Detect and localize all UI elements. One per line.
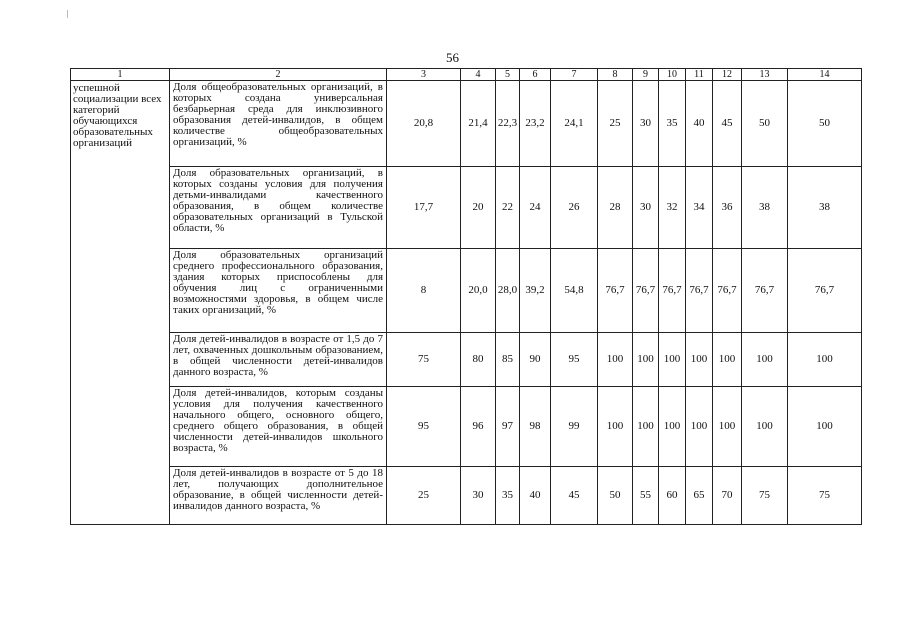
indicator-value: 100	[598, 333, 633, 387]
indicator-value: 99	[551, 387, 598, 467]
indicator-table	[70, 68, 862, 525]
indicator-value: 24,1	[551, 81, 598, 167]
column-number-1: 1	[71, 69, 170, 81]
indicator-value: 22,3	[496, 81, 520, 167]
indicator-value: 25	[598, 81, 633, 167]
table-row	[71, 333, 862, 387]
indicator-value: 8	[387, 249, 461, 333]
indicator-value: 100	[713, 333, 742, 387]
indicator-value: 55	[633, 467, 659, 525]
indicator-value: 65	[686, 467, 713, 525]
goal-label-cell: успешной социализации всех категорий обучающихся образовательных организаций	[71, 81, 170, 525]
indicator-value: 34	[686, 167, 713, 249]
indicator-value: 25	[387, 467, 461, 525]
indicator-description: Доля детей-инвалидов в возрасте от 1,5 до 7 лет, охваченных дошкольным образованием, в общей численности детей-инвалидов данного возраста, %	[170, 333, 387, 387]
indicator-value: 45	[551, 467, 598, 525]
indicator-value: 76,7	[713, 249, 742, 333]
indicator-value: 35	[659, 81, 686, 167]
indicator-value: 100	[686, 387, 713, 467]
indicator-value: 100	[686, 333, 713, 387]
indicator-value: 97	[496, 387, 520, 467]
indicator-value: 98	[520, 387, 551, 467]
column-number-9: 9	[633, 69, 659, 81]
indicator-value: 36	[713, 167, 742, 249]
indicator-value: 30	[633, 81, 659, 167]
indicator-value: 95	[387, 387, 461, 467]
column-number-4: 4	[461, 69, 496, 81]
page-number: 56	[446, 50, 459, 65]
indicator-value: 100	[742, 387, 788, 467]
indicator-value: 45	[713, 81, 742, 167]
indicator-value: 30	[461, 467, 496, 525]
indicator-value: 80	[461, 333, 496, 387]
indicator-value: 95	[551, 333, 598, 387]
indicator-value: 22	[496, 167, 520, 249]
table-row	[71, 249, 862, 333]
indicator-value: 76,7	[686, 249, 713, 333]
indicator-value: 76,7	[788, 249, 862, 333]
indicator-value: 76,7	[659, 249, 686, 333]
indicator-value: 50	[742, 81, 788, 167]
indicator-value: 100	[659, 333, 686, 387]
indicator-value: 75	[742, 467, 788, 525]
indicator-value: 20,8	[387, 81, 461, 167]
indicator-value: 54,8	[551, 249, 598, 333]
indicator-value: 39,2	[520, 249, 551, 333]
indicator-value: 28	[598, 167, 633, 249]
indicator-value: 90	[520, 333, 551, 387]
indicator-description: Доля детей-инвалидов в возрасте от 5 до 18 лет, получающих дополнительное образование, в общей численности детей-инвалидов данного возраста, %	[170, 467, 387, 525]
table-row	[71, 387, 862, 467]
indicator-value: 100	[788, 387, 862, 467]
column-number-5: 5	[496, 69, 520, 81]
indicator-value: 100	[633, 333, 659, 387]
indicator-value: 38	[788, 167, 862, 249]
column-number-13: 13	[742, 69, 788, 81]
indicator-value: 30	[633, 167, 659, 249]
header-row	[71, 69, 862, 81]
indicator-description: Доля общеобразовательных организаций, в которых создана универсальная безбарьерная среда для инклюзивного образования детей-инвалидов, в общем количестве общеобразовательных организаций, %	[170, 81, 387, 167]
column-number-12: 12	[713, 69, 742, 81]
indicator-value: 96	[461, 387, 496, 467]
indicator-value: 100	[713, 387, 742, 467]
indicator-value: 40	[520, 467, 551, 525]
table-row	[71, 467, 862, 525]
indicator-value: 76,7	[598, 249, 633, 333]
indicator-value: 20,0	[461, 249, 496, 333]
column-number-14: 14	[788, 69, 862, 81]
indicator-value: 75	[387, 333, 461, 387]
indicator-description: Доля образовательных организаций среднего профессионального образования, здания которых приспособлены для обучения лиц с ограниченными возможностями здоровья, в общем числе таких организаций, %	[170, 249, 387, 333]
column-number-7: 7	[551, 69, 598, 81]
indicator-value: 85	[496, 333, 520, 387]
indicator-value: 40	[686, 81, 713, 167]
indicator-value: 100	[788, 333, 862, 387]
column-number-10: 10	[659, 69, 686, 81]
indicator-value: 100	[598, 387, 633, 467]
table-body	[71, 69, 862, 525]
indicator-description: Доля образовательных организаций, в которых созданы условия для получения детьми-инвалидами качественного образования, в общем количестве образовательных организаций в Тульской области, %	[170, 167, 387, 249]
column-number-8: 8	[598, 69, 633, 81]
indicator-value: 28,0	[496, 249, 520, 333]
indicator-value: 23,2	[520, 81, 551, 167]
column-number-3: 3	[387, 69, 461, 81]
indicator-value: 75	[788, 467, 862, 525]
indicator-value: 100	[742, 333, 788, 387]
column-number-2: 2	[170, 69, 387, 81]
indicator-value: 20	[461, 167, 496, 249]
column-number-11: 11	[686, 69, 713, 81]
scan-mark	[67, 10, 68, 18]
table-row	[71, 81, 862, 167]
column-number-6: 6	[520, 69, 551, 81]
table-row	[71, 167, 862, 249]
indicator-value: 24	[520, 167, 551, 249]
indicator-description: Доля детей-инвалидов, которым созданы условия для получения качественного начального общего, основного общего, среднего общего образования, в общей численности детей-инвалидов школьного возраста, %	[170, 387, 387, 467]
indicator-value: 100	[659, 387, 686, 467]
indicator-value: 70	[713, 467, 742, 525]
indicator-value: 17,7	[387, 167, 461, 249]
indicator-value: 38	[742, 167, 788, 249]
indicator-value: 76,7	[633, 249, 659, 333]
indicator-value: 32	[659, 167, 686, 249]
indicator-value: 60	[659, 467, 686, 525]
indicator-value: 35	[496, 467, 520, 525]
indicator-value: 21,4	[461, 81, 496, 167]
indicator-value: 26	[551, 167, 598, 249]
indicator-value: 76,7	[742, 249, 788, 333]
indicator-value: 50	[598, 467, 633, 525]
indicator-value: 50	[788, 81, 862, 167]
indicator-value: 100	[633, 387, 659, 467]
